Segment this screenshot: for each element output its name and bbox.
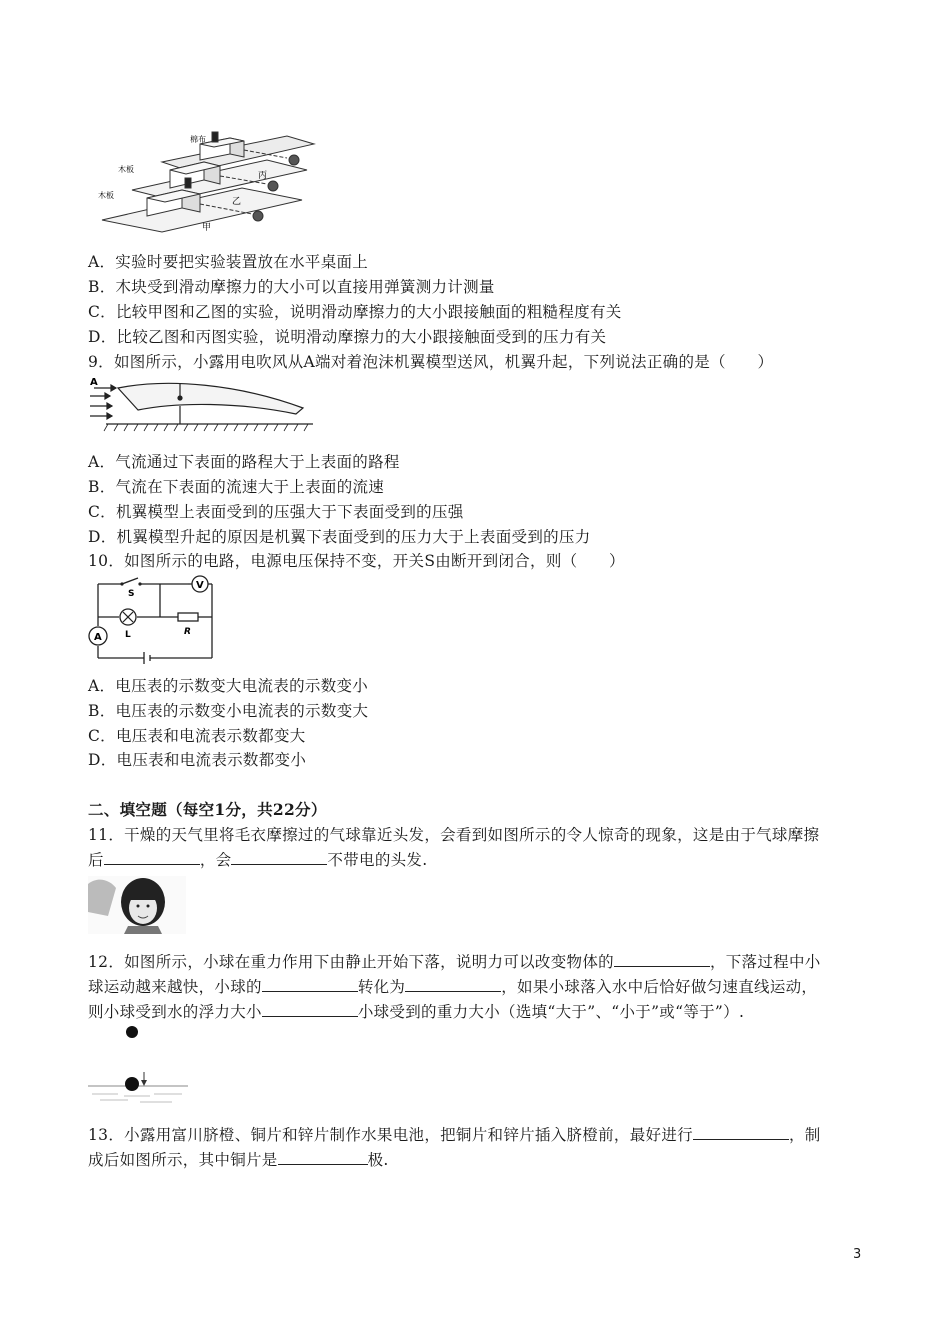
q8-option-c: C．比较甲图和乙图的实验，说明滑动摩擦力的大小跟接触面的粗糙程度有关 xyxy=(88,303,622,321)
q13-text-1b: ，制 xyxy=(788,1126,821,1144)
label-switch-s: S xyxy=(128,589,135,599)
label-lamp-l: L xyxy=(125,630,131,640)
q12-text-1b: ，下落过程中小 xyxy=(709,953,821,971)
q13-line-1 xyxy=(88,1124,821,1145)
q12-text-3a: 则小球受到水的浮力大小 xyxy=(88,1003,262,1021)
q12-line-2 xyxy=(88,976,817,997)
q11-text-c: 不带电的头发. xyxy=(327,851,428,869)
q12-text-2a: 球运动越来越快，小球的 xyxy=(88,978,262,996)
q12-text-3b: 小球受到的重力大小（选填“大于”、“小于”或“等于”）. xyxy=(357,1003,745,1021)
label-mianbu: 棉布 xyxy=(190,135,206,144)
q9-option-b: B．气流在下表面的流速大于上表面的流速 xyxy=(88,478,385,496)
friction-experiment-figure xyxy=(92,128,317,238)
q13-line-2 xyxy=(88,1149,389,1170)
q12-line-3 xyxy=(88,1001,744,1022)
label-muban-2: 木板 xyxy=(98,191,114,200)
q12-text-1a: 12．如图所示，小球在重力作用下由静止开始下落，说明力可以改变物体的 xyxy=(88,953,614,971)
q10-option-b: B．电压表的示数变小电流表的示数变大 xyxy=(88,702,369,720)
q11-line-1: 11．干燥的天气里将毛衣摩擦过的气球靠近头发，会看到如图所示的令人惊奇的现象，这是由于气球摩擦 xyxy=(88,826,820,844)
q10-option-c: C．电压表和电流表示数都变大 xyxy=(88,727,306,745)
q12-text-2b: 转化为 xyxy=(357,978,406,996)
label-resistor-r: R xyxy=(184,627,191,637)
q13-text-2a: 成后如图所示，其中铜片是 xyxy=(88,1151,278,1169)
q10-stem: 10．如图所示的电路，电源电压保持不变，开关S由断开到闭合，则（ ） xyxy=(88,552,625,570)
q12-blank-2[interactable] xyxy=(262,976,358,992)
label-yi: 乙 xyxy=(232,197,242,207)
label-bing: 丙 xyxy=(258,171,268,181)
label-a-end: A xyxy=(90,377,98,388)
q11-text-a: 后 xyxy=(88,851,104,869)
q12-blank-4[interactable] xyxy=(262,1001,358,1017)
q11-text-b: ，会 xyxy=(199,851,232,869)
page-number: 3 xyxy=(853,1247,862,1262)
circuit-figure xyxy=(88,574,218,664)
q13-blank-1[interactable] xyxy=(693,1124,789,1140)
q11-blank-2[interactable] xyxy=(231,849,327,865)
q12-blank-1[interactable] xyxy=(614,951,710,967)
q12-text-2c: ，如果小球落入水中后恰好做匀速直线运动， xyxy=(501,978,818,996)
q8-option-d: D．比较乙图和丙图实验，说明滑动摩擦力的大小跟接触面受到的压力有关 xyxy=(88,328,607,346)
q11-blank-1[interactable] xyxy=(104,849,200,865)
q9-option-d: D．机翼模型升起的原因是机翼下表面受到的压力大于上表面受到的压力 xyxy=(88,528,591,546)
q12-blank-3[interactable] xyxy=(405,976,501,992)
label-voltmeter-v: V xyxy=(196,580,204,591)
q9-option-a: A．气流通过下表面的路程大于上表面的路程 xyxy=(88,453,400,471)
label-muban-1: 木板 xyxy=(118,165,134,174)
label-ammeter-a: A xyxy=(94,632,102,643)
label-jia: 甲 xyxy=(202,223,212,233)
section-heading: 二、填空题（每空1分，共22分） xyxy=(88,800,327,819)
q13-blank-2[interactable] xyxy=(278,1149,368,1165)
q9-stem: 9．如图所示，小露用电吹风从A端对着泡沫机翼模型送风，机翼升起，下列说法正确的是（ ） xyxy=(88,353,774,371)
q11-line-2 xyxy=(88,849,427,870)
q10-option-a: A．电压表的示数变大电流表的示数变小 xyxy=(88,677,369,695)
q8-option-b: B．木块受到滑动摩擦力的大小可以直接用弹簧测力计测量 xyxy=(88,278,495,296)
wing-model-figure xyxy=(88,376,318,436)
girl-hair-photo xyxy=(88,876,186,934)
q13-text-2b: 极. xyxy=(367,1151,389,1169)
q8-option-a: A．实验时要把实验装置放在水平桌面上 xyxy=(88,253,369,271)
q10-option-d: D．电压表和电流表示数都变小 xyxy=(88,751,307,769)
falling-ball-figure xyxy=(88,1022,193,1112)
q9-option-c: C．机翼模型上表面受到的压强大于下表面受到的压强 xyxy=(88,503,464,521)
q13-text-1a: 13．小露用富川脐橙、铜片和锌片制作水果电池，把铜片和锌片插入脐橙前，最好进行 xyxy=(88,1126,693,1144)
q12-line-1 xyxy=(88,951,821,972)
